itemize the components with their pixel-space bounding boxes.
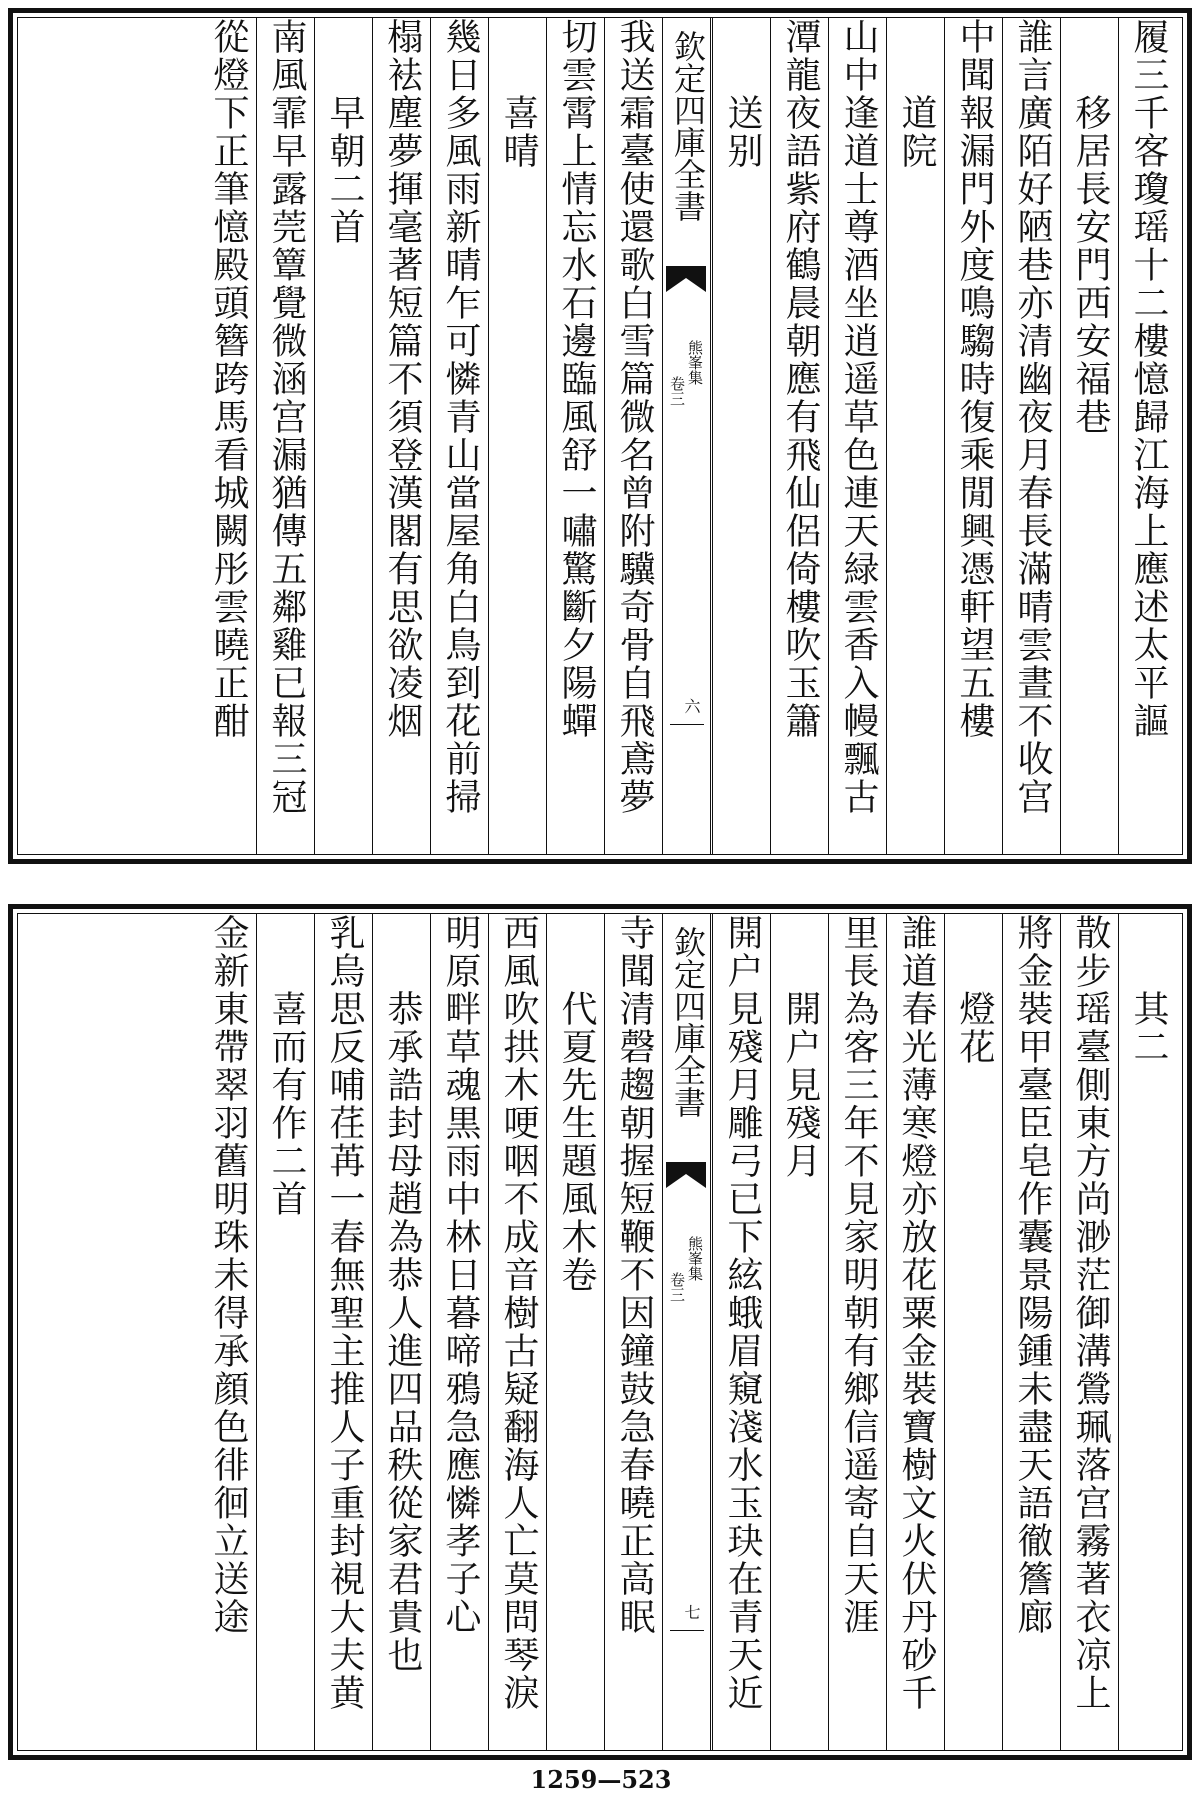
text-column [374, 914, 430, 1750]
fishtail-mark-icon [666, 1162, 706, 1188]
column-text: 乳烏思反哺荏苒一春無聖主推人子重封視大夫黄 [324, 914, 365, 1712]
center-banner [664, 18, 710, 854]
column-rule [314, 18, 315, 854]
text-column [490, 18, 546, 854]
column-text: 誰言廣陌好陋巷亦清幽夜月春長滿晴雲晝不收宫 [1012, 18, 1053, 816]
column-rule [604, 18, 605, 854]
column-text: 將金裝甲臺臣皂作囊景陽鍾未盡天語徹簷廊 [1012, 914, 1053, 1636]
column-text: 移居長安門西安福巷 [1070, 18, 1111, 436]
text-column [772, 18, 828, 854]
column-text: 寺聞清磬趨朝握短鞭不因鐘鼓急春曉正高眠 [614, 914, 655, 1636]
banner-title: 欽定四庫全書 [669, 30, 707, 222]
column-rule [372, 914, 373, 1750]
column-text: 開户見殘月 [780, 914, 821, 1180]
page-code: 1259—523 [530, 1765, 672, 1794]
column-rule [256, 18, 257, 854]
column-text: 中聞報漏門外度鳴騶時復乘閒興憑軒望五樓 [954, 18, 995, 740]
column-rule [488, 18, 489, 854]
column-rule [944, 18, 945, 854]
column-text: 代夏先生題風木卷 [556, 914, 597, 1294]
column-text: 金新東帶翠羽舊明珠未得承顔色徘徊立送途 [208, 914, 249, 1636]
column-text: 散步瑶臺側東方尚渺茫御溝鶯珮落宫霧著衣凉上 [1070, 914, 1111, 1712]
text-column [606, 914, 662, 1750]
text-column [1062, 914, 1118, 1750]
column-rule [314, 914, 315, 1750]
text-column [714, 914, 770, 1750]
text-column [432, 914, 488, 1750]
banner-rule [710, 914, 711, 1750]
text-column [714, 18, 770, 854]
column-rule [944, 914, 945, 1750]
text-column [258, 18, 314, 854]
column-rule [372, 18, 373, 854]
column-rule [770, 914, 771, 1750]
column-rule [1002, 18, 1003, 854]
column-rule [1002, 914, 1003, 1750]
column-rule [828, 18, 829, 854]
text-column [946, 18, 1002, 854]
column-text: 里長為客三年不見家明朝有鄉信遥寄自天涯 [838, 914, 879, 1636]
column-rule [546, 914, 547, 1750]
collection-name: 熊峯集 [686, 1236, 704, 1281]
column-text: 恭承誥封母趙為恭人進四品秩從家君貴也 [382, 914, 423, 1674]
banner-title: 欽定四庫全書 [669, 926, 707, 1118]
column-rule [712, 914, 713, 1750]
column-rule [1118, 18, 1119, 854]
column-text: 喜晴 [498, 18, 539, 170]
bottom-page-frame [8, 904, 1192, 1760]
column-text: 誰道春光薄寒燈亦放花粟金裝寶樹文火伏丹砂千 [896, 914, 937, 1712]
text-column [830, 914, 886, 1750]
text-column [946, 914, 1002, 1750]
banner-rule [662, 18, 663, 854]
column-text: 南風霏早露莞簟覺微涵宫漏猶傳五鄰雞已報三冠 [266, 18, 307, 816]
text-column [830, 18, 886, 854]
folio-line [670, 724, 704, 725]
column-text: 道院 [896, 18, 937, 170]
text-column [432, 18, 488, 854]
column-text: 履三千客瓊瑶十二樓憶歸江海上應述太平謳 [1128, 18, 1169, 740]
column-rule [828, 914, 829, 1750]
column-rule [430, 914, 431, 1750]
column-text: 我送霜臺使還歌白雪篇微名曾附驥奇骨自飛鳶夢 [614, 18, 655, 816]
text-column [316, 18, 372, 854]
center-banner [664, 914, 710, 1750]
column-rule [886, 18, 887, 854]
column-rule [546, 18, 547, 854]
column-text: 明原畔草魂黒雨中林日暮啼鴉急應憐孝子心 [440, 914, 481, 1636]
column-text: 送别 [722, 18, 763, 170]
column-text: 開户見殘月雕弓已下絃蛾眉窺淺水玉玦在青天近 [722, 914, 763, 1712]
text-column [316, 914, 372, 1750]
column-text: 燈花 [954, 914, 995, 1066]
column-text: 山中逢道士尊酒坐逍遥草色連天緑雲香入幔飄古 [838, 18, 879, 816]
folio-number: 七 [682, 1604, 701, 1620]
column-text: 其二 [1128, 914, 1169, 1066]
top-page-inner-border [17, 17, 1183, 855]
bottom-page-inner-border [17, 913, 1183, 1751]
text-column [490, 914, 546, 1750]
column-rule [770, 18, 771, 854]
text-column [606, 18, 662, 854]
column-rule [1118, 914, 1119, 1750]
text-column [548, 914, 604, 1750]
text-column [1120, 914, 1176, 1750]
collection-name: 熊峯集 [686, 340, 704, 385]
fishtail-mark-icon [666, 266, 706, 292]
column-rule [1060, 18, 1061, 854]
column-text: 榻袪塵夢揮毫著短篇不須登漢閣有思欲凌烟 [382, 18, 423, 740]
juan-number: 卷三 [668, 1272, 686, 1302]
column-text: 潭龍夜語紫府鶴晨朝應有飛仙侶倚樓吹玉簫 [780, 18, 821, 740]
column-text: 喜而有作二首 [266, 914, 307, 1218]
column-rule [886, 914, 887, 1750]
folio-line [670, 1630, 704, 1631]
column-text: 從燈下正筆憶殿頭簪跨馬看城闕彤雲曉正酣 [208, 18, 249, 740]
folio-number: 六 [682, 698, 701, 714]
text-column [1062, 18, 1118, 854]
text-column [888, 18, 944, 854]
text-column [1004, 18, 1060, 854]
text-column [258, 914, 314, 1750]
column-rule [1060, 914, 1061, 1750]
column-rule [488, 914, 489, 1750]
text-column [772, 914, 828, 1750]
banner-rule [662, 914, 663, 1750]
text-column [374, 18, 430, 854]
column-text: 切雲霄上情忘水石邊臨風舒一嘯驚斷夕陽蟬 [556, 18, 597, 740]
text-column [200, 18, 256, 854]
column-rule [256, 914, 257, 1750]
text-column [888, 914, 944, 1750]
banner-rule [710, 18, 711, 854]
text-column [1004, 914, 1060, 1750]
column-rule [430, 18, 431, 854]
juan-number: 卷三 [668, 376, 686, 406]
column-text: 早朝二首 [324, 18, 365, 246]
column-text: 幾日多風雨新晴乍可憐青山當屋角白鳥到花前掃 [440, 18, 481, 816]
column-text: 西風吹拱木哽咽不成音樹古疑翻海人亡莫問琴淚 [498, 914, 539, 1712]
column-rule [604, 914, 605, 1750]
text-column [1120, 18, 1176, 854]
text-column [548, 18, 604, 854]
column-rule [712, 18, 713, 854]
text-column [200, 914, 256, 1750]
top-page-frame [8, 8, 1192, 864]
